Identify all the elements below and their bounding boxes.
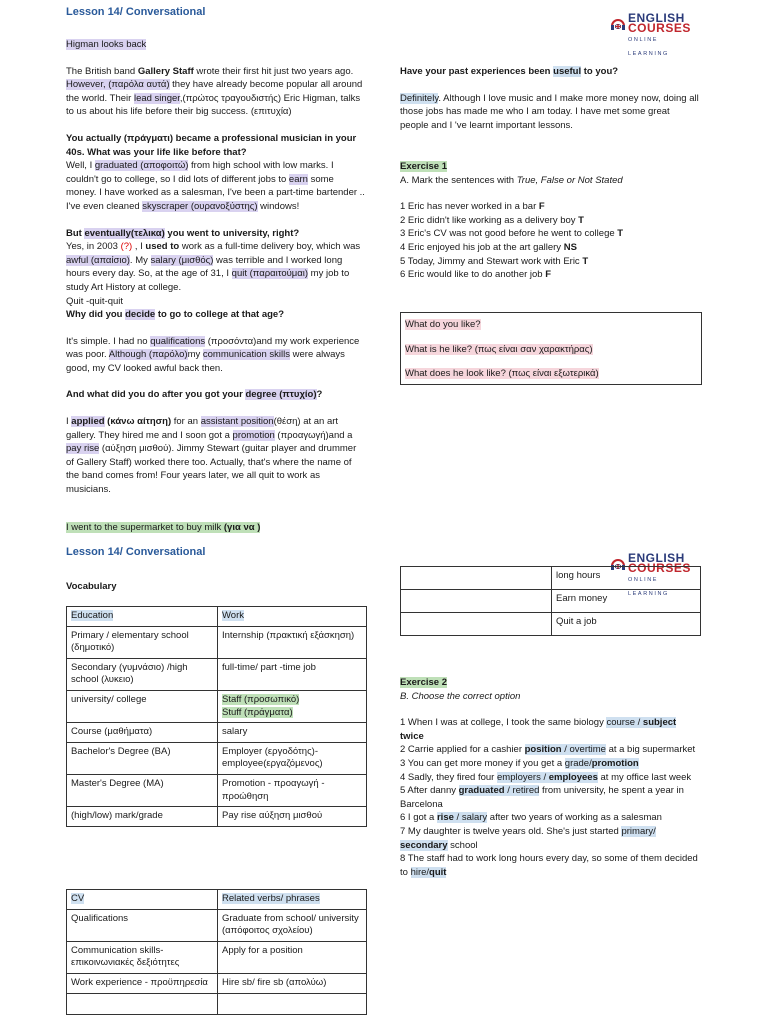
cv-row <box>67 941 367 973</box>
phrases-row <box>401 567 701 590</box>
exercise-2-item <box>400 757 705 771</box>
exercise-2-item-rest: at my office last week <box>597 771 692 783</box>
phrases-cell-empty <box>401 613 552 636</box>
phrases-cell: Earn money <box>552 590 701 613</box>
cv-cell: Hire sb/ fire sb (απολύω) <box>218 973 367 993</box>
question-5: Have your past experiences been useful to you? <box>400 66 619 77</box>
exercise-1-item <box>400 227 700 241</box>
article-left <box>66 38 366 534</box>
exercise-2-option-sep: / <box>635 717 643 729</box>
exercise-2-option: primary <box>621 825 654 837</box>
exercise-1-item-text: 6 Eric would like to do another job <box>400 269 546 281</box>
exercise-1-item-text: 3 Eric's CV was not good before he went to college <box>400 228 618 240</box>
article-right <box>400 65 700 132</box>
vocabulary-table <box>66 606 367 827</box>
exercise-2-option: position <box>524 744 562 756</box>
exercise-2-options <box>565 758 639 769</box>
exercise-1-item-text: 2 Eric didn't like working as a delivery boy <box>400 214 579 226</box>
exercise-1-list <box>400 200 700 282</box>
example-sentence: I went to the supermarket to buy milk (για να ) <box>66 521 261 533</box>
vocabulary-cell: (high/low) mark/grade <box>67 807 218 827</box>
cv-cell: Apply for a position <box>218 941 367 973</box>
exercise-2-option-sep: / <box>653 825 656 837</box>
exercise-2-item-bold: twice <box>400 730 424 742</box>
answer-4: I applied (κάνω αίτηση) for an assistant position(θέση) at an art gallery. They hired me and I soon got a promotion (προαγωγή)and a pay rise (αύξηση μισθού). Jimmy Stewart (guitar player and drummer of Gallery Staff) worked there too. Actually, that's where the name of the band comes from! Four years later, we all quit to work as musicians. <box>66 416 357 496</box>
cv-header-cell: Related verbs/ phrases <box>218 890 367 910</box>
headphones-flag-icon <box>610 16 626 32</box>
article-heading: Higman looks back <box>66 39 147 50</box>
exercise-2-item-text: 2 Carrie applied for a cashier <box>400 744 525 756</box>
exercise-2-option: quit <box>429 866 447 878</box>
vocabulary-row <box>67 774 367 806</box>
exercise-2-list <box>400 716 705 879</box>
exercise-2-item <box>400 825 705 852</box>
answer-2: Yes, in 2003 (?) , I used to work as a full-time delivery boy, which was awful (απαίσιο). My salary (μισθός) was terrible and I worked long hours every day. So, at the age of 31, I quit (παραιτούμαι) my job to study Art History at college. <box>66 241 361 293</box>
answer-5: Definitely. Although I love music and I make more money now, doing all those jobs has made me who I am today. I have met some great people and I 've learnt important lessons. <box>400 92 699 131</box>
question-1: You actually (πράγματι) became a professional musician in your 40s. What was your life like before that? <box>66 132 357 158</box>
exercise-2-option: course <box>606 717 635 729</box>
exercise-2-options <box>437 812 487 823</box>
exercise-1-answer: F <box>545 269 552 281</box>
vocabulary-cell: Master's Degree (MA) <box>67 774 218 806</box>
exercise-2-item <box>400 771 705 785</box>
logo-text-english: ENGLISH <box>628 11 685 25</box>
phrases-cell: Quit a job <box>552 613 701 636</box>
cv-cell: Qualifications <box>67 909 218 941</box>
article-intro: The British band Gallery Staff wrote their first hit just two years ago. However, (παρόλα αυτά) they have already become popular all around the world. Their lead singer,(πρώτος τραγουδιστής) Eric Higman, talks to us about his life before their big success. (επιτυχία) <box>66 65 363 118</box>
question-box-item: What is he like? (πως είναι σαν χαρακτήρας) <box>405 344 593 355</box>
exercise-2-option-sep: / <box>540 771 549 783</box>
exercise-2-option-sep: / <box>504 785 513 797</box>
vocabulary-heading: Vocabulary <box>66 581 117 592</box>
exercise-1-item <box>400 214 700 228</box>
exercise-1-answer: NS <box>563 241 577 253</box>
exercise-2-item-rest: from university, he spent a year in Barcelona <box>400 785 684 810</box>
exercise-2-option: graduated <box>458 785 505 797</box>
logo-text-online: ONLINE LEARNING <box>628 37 669 57</box>
questions-box <box>400 312 702 385</box>
exercise-2-item-text: 4 Sadly, they fired four <box>400 771 497 783</box>
question-box-item: What do you like? <box>405 319 481 330</box>
exercise-2-item-text: 5 After danny <box>400 785 459 797</box>
vocabulary-cell-line: Stuff (πράγματα) <box>222 706 293 718</box>
question-4: And what did you do after you got your degree (πτυχίο)? <box>66 389 323 401</box>
cv-header-cell: CV <box>67 890 218 910</box>
vocabulary-cell: Secondary (γυμνάσιο) /high school (λυκειο) <box>67 658 218 690</box>
phrases-cell-empty <box>401 590 552 613</box>
exercise-1-answer: F <box>538 201 545 213</box>
vocabulary-header-row <box>67 607 367 627</box>
exercise-2-option: rise <box>436 812 454 824</box>
exercise-2-item <box>400 811 705 825</box>
vocabulary-cell: Bachelor's Degree (BA) <box>67 742 218 774</box>
answer-3: It's simple. I had no qualifications (προσόντα)and my work experience was poor. Although (παρόλο)my communication skills were always good, my CV looked awful back then. <box>66 335 360 374</box>
exercise-2-item-text: 1 When I was at college, I took the same biology <box>400 717 607 729</box>
vocabulary-cell: Pay rise αύξηση μισθού <box>218 807 367 827</box>
exercise-1-answer: T <box>578 214 584 226</box>
exercise-2-item-rest: after two years of working as a salesman <box>487 812 662 824</box>
exercise-2-option-sep: / <box>453 812 462 824</box>
exercise-2-option-sep: / <box>561 744 570 756</box>
exercise-2-option: grade <box>564 757 590 769</box>
exercise-2-item <box>400 743 705 757</box>
vocabulary-row <box>67 723 367 743</box>
phrases-row <box>401 613 701 636</box>
cv-cell <box>67 993 218 1014</box>
exercise-2-options <box>411 867 447 878</box>
logo-text-courses: COURSES <box>628 561 691 575</box>
lesson-title-2: Lesson 14/ Conversational <box>66 546 206 558</box>
exercise-2-item-text: 6 I got a <box>400 812 437 824</box>
exercise-1-item <box>400 255 700 269</box>
vocabulary-cell: Employer (εργοδότης)-employee(εργαζόμενος) <box>218 742 367 774</box>
logo-text-courses: COURSES <box>628 21 691 35</box>
exercise-2-item-rest: at a big supermarket <box>605 744 696 756</box>
vocabulary-cell: full-time/ part -time job <box>218 658 367 690</box>
cv-row <box>67 973 367 993</box>
logo-text-online: ONLINE LEARNING <box>628 577 669 597</box>
vocabulary-cell-line: Staff (προσωπικό) <box>222 693 300 705</box>
exercise-2-option: subject <box>642 717 677 729</box>
exercise-1-item <box>400 268 700 282</box>
exercise-2-option: employers <box>497 771 541 783</box>
exercise-2-option: promotion <box>591 757 639 769</box>
vocabulary-header-cell: Work <box>218 607 367 627</box>
exercise-2 <box>400 676 705 879</box>
exercise-1-answer: T <box>582 255 589 267</box>
vocabulary-cell: Course (μαθήματα) <box>67 723 218 743</box>
vocabulary-row <box>67 742 367 774</box>
exercise-2-option-sep: / <box>426 866 430 878</box>
cv-cell: Work experience - προϋπηρεσία <box>67 973 218 993</box>
vocabulary-row <box>67 690 367 722</box>
cv-cell <box>218 993 367 1014</box>
exercise-1-item <box>400 200 700 214</box>
vocabulary-row <box>67 807 367 827</box>
exercise-2-options <box>459 785 540 796</box>
exercise-2-option: salary <box>461 812 488 824</box>
exercise-2-option-sep: / <box>589 757 592 769</box>
lesson-title: Lesson 14/ Conversational <box>66 6 206 18</box>
exercise-2-option: secondary <box>400 839 448 851</box>
vocabulary-cell: Promotion - προαγωγή - προώθηση <box>218 774 367 806</box>
vocabulary-cell: salary <box>218 723 367 743</box>
vocabulary-row <box>67 658 367 690</box>
vocabulary-header-cell: Education <box>67 607 218 627</box>
exercise-2-options <box>497 772 598 783</box>
exercise-1-instruction: A. Mark the sentences with True, False or Not Stated <box>400 174 623 186</box>
vocabulary-row <box>67 626 367 658</box>
english-courses-logo <box>610 11 700 57</box>
question-box-item: What does he look like? (πως είναι εξωτερικά) <box>405 368 599 379</box>
exercise-1-item-text: 4 Eric enjoyed his job at the art gallery <box>400 241 564 253</box>
exercise-2-option: overtime <box>569 744 606 756</box>
phrases-cell: long hours <box>552 567 701 590</box>
exercise-1-item-text: 1 Eric has never worked in a bar <box>400 201 539 213</box>
exercise-2-instruction: B. Choose the correct option <box>400 690 521 702</box>
exercise-2-item <box>400 784 705 811</box>
cv-cell: Graduate from school/ university (απόφοιτος σχολείου) <box>218 909 367 941</box>
logo-text-english: ENGLISH <box>628 551 685 565</box>
phrases-cell-empty <box>401 567 552 590</box>
phrases-table <box>400 566 701 636</box>
vocabulary-cell: Internship (πρακτική εξάσκηση) <box>218 626 367 658</box>
exercise-2-option: retired <box>512 785 540 797</box>
exercise-2-item-text: 3 You can get more money if you get a <box>400 757 565 769</box>
phrases-row <box>401 590 701 613</box>
exercise-2-options <box>606 717 676 728</box>
exercise-1-item <box>400 241 700 255</box>
exercise-2-options <box>525 744 606 755</box>
quit-forms: Quit -quit-quit <box>66 295 124 307</box>
cv-row <box>67 993 367 1014</box>
exercise-1 <box>400 160 700 282</box>
exercise-2-item <box>400 852 705 879</box>
answer-1: Well, I graduated (αποφοιτώ) from high school with low marks. I couldn't go to college, so I did lots of different jobs to earn some money. I have worked as a salesman, I've been a part-time bartender .. I've even cleaned skyscraper (ουρανοξύστης) windows! <box>66 160 365 212</box>
cv-row <box>67 909 367 941</box>
exercise-2-item-text: 8 The staff had to work long hours every day, so some of them decided to <box>400 853 698 878</box>
exercise-2-item-text: 7 My daughter is twelve years old. She's just started <box>400 825 622 837</box>
exercise-2-title: Exercise 2 <box>400 677 448 688</box>
vocabulary-cell <box>218 690 367 722</box>
exercise-2-option: employees <box>548 771 598 783</box>
vocabulary-cell: university/ college <box>67 690 218 722</box>
exercise-2-option: hire <box>410 866 427 878</box>
question-2: But eventually(τελικα) you went to university, right? <box>66 227 300 239</box>
cv-table <box>66 889 367 1015</box>
vocabulary-cell: Primary / elementary school (δημοτικό) <box>67 626 218 658</box>
exercise-1-item-text: 5 Today, Jimmy and Stewart work with Eric <box>400 255 583 267</box>
exercise-1-answer: T <box>617 228 624 240</box>
exercise-2-item-rest: school <box>447 839 478 851</box>
cv-header-row <box>67 890 367 910</box>
exercise-1-title: Exercise 1 <box>400 161 448 172</box>
exercise-2-item <box>400 716 705 743</box>
cv-cell: Communication skills- επικοινωνιακές δεξιότητες <box>67 941 218 973</box>
question-3: Why did you decide to go to college at that age? <box>66 309 285 321</box>
